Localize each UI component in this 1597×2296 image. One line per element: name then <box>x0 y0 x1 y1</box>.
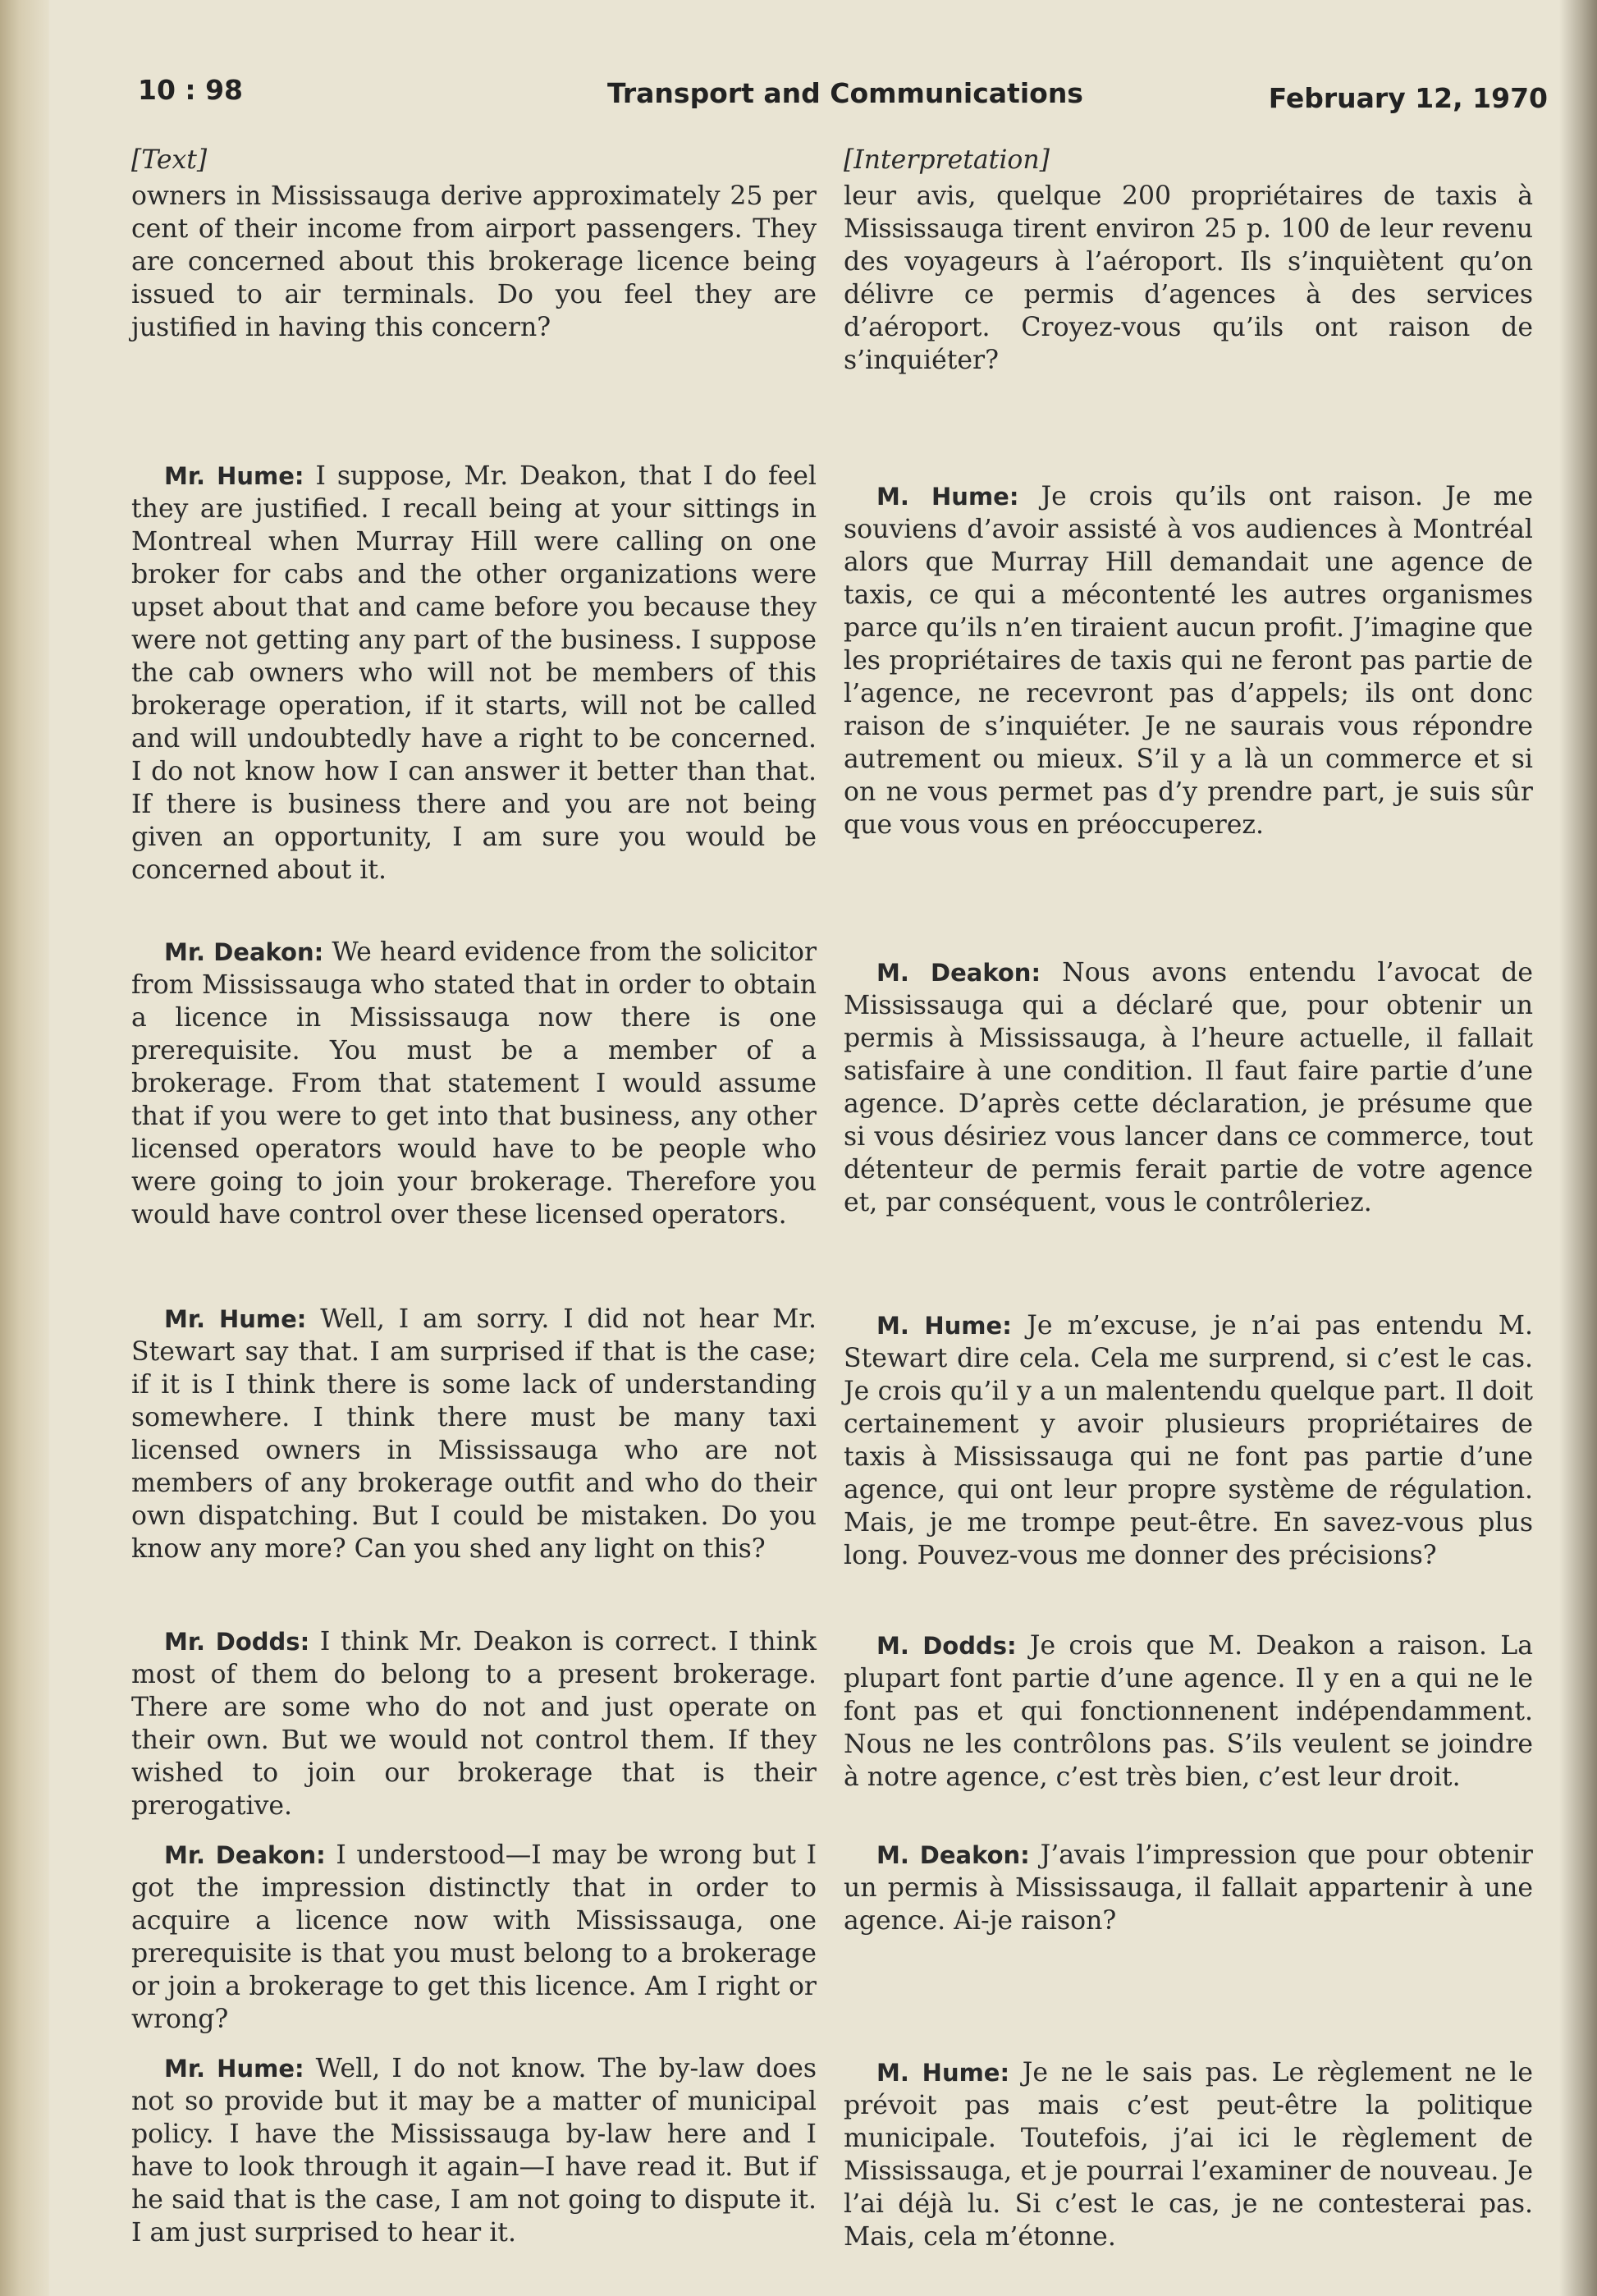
document-page <box>123 66 1548 2266</box>
speech-paragraph <box>844 956 1533 1219</box>
speaker-name: Mr. Hume: <box>164 1305 307 1333</box>
page-header <box>123 66 1548 123</box>
speaker-name: Mr. Deakon: <box>164 938 324 966</box>
speech-text: Well, I am sorry. I did not hear Mr. Stewart say that. I am surprised if that is the case; if it is I think there is some lack of understanding somewhere. I think there must be many taxi licensed owners in Mississauga who are not members of any brokerage outfit and who do their own dispatching. But I could be mistaken. Do you know any more? Can you shed any light on this? <box>131 1304 817 1564</box>
speech-paragraph <box>131 1303 817 1565</box>
speech-paragraph <box>844 1839 1533 1937</box>
speech-text: J’avais l’impression que pour obtenir un permis à Mississauga, il fallait appartenir à une agence. Ai-je raison? <box>844 1840 1533 1936</box>
speech-paragraph <box>131 936 817 1231</box>
opening-paragraph: owners in Mississauga derive approximately 25 per cent of their income from airport passengers. They are concerned about this brokerage licence being issued to air terminals. Do you feel they are justified in having this concern? <box>131 181 817 342</box>
opening-paragraph: leur avis, quelque 200 propriétaires de taxis à Mississauga tirent environ 25 p. 100 de leur revenu des voyageurs à l’aéroport. Ils s’inquiètent qu’on délivre ce permis d’agences à des services d’aéroport. Croyez-vous qu’ils ont raison de s’inquiéter? <box>844 181 1533 375</box>
english-column <box>131 144 817 2248</box>
speech-text: Je m’excuse, je n’ai pas entendu M. Stewart dire cela. Cela me surprend, si c’est le cas. Je crois qu’il y a un malentendu quelque part. Il doit certainement y avoir plusieurs propriétaires de taxis à Mississauga qui ne font pas partie d’une agence, qui ont leur propre système de régulation. Mais, je me trompe peut-être. En savez-vous plus long. Pouvez-vous me donner des précisions? <box>844 1311 1534 1570</box>
page-edge-shadow <box>1559 0 1597 2296</box>
speech-text: I suppose, Mr. Deakon, that I do feel they are justified. I recall being at your sittings in Montreal when Murray Hill were calling on one broker for cabs and the other organizations were upset about that and came before you because they were not getting any part of the business. I suppose the cab owners who will not be members of this brokerage operation, if it starts, will not be called and will undoubtedly have a right to be concerned. I do not know how I can answer it better than that. If there is business there and you are not being given an opportunity, I am sure you would be concerned about it. <box>131 461 817 885</box>
speaker-name: M. Hume: <box>876 2059 1010 2087</box>
speech-text: I think Mr. Deakon is correct. I think most of them do belong to a present brokerage. There are some who do not and just operate on their own. But we would not control them. If they wished to join our brokerage that is their prerogative. <box>131 1627 817 1821</box>
page-date: February 12, 1970 <box>1268 82 1548 114</box>
running-title: Transport and Communications <box>607 77 1083 109</box>
speech-text: Nous avons entendu l’avocat de Mississauga qui a déclaré que, pour obtenir un permis à Mississauga, à l’heure actuelle, il fallait satisfaire à une condition. Il faut faire partie d’une agence. D’après cette déclaration, je présume que si vous désiriez vous lancer dans ce commerce, tout détenteur de permis ferait partie de votre agence et, par conséquent, vous le contrôleriez. <box>844 958 1533 1217</box>
speech-text: Je crois que M. Deakon a raison. La plupart font partie d’une agence. Il y en a qui ne le font pas et qui fonctionnenent indépendamment. Nous ne les contrôlons pas. S’ils veulent se joindre à notre agence, c’est très bien, c’est leur droit. <box>844 1631 1534 1792</box>
speaker-name: Mr. Dodds: <box>164 1628 310 1656</box>
speaker-name: M. Dodds: <box>876 1632 1017 1660</box>
speech-text: Je ne le sais pas. Le règlement ne le prévoit pas mais c’est peut-être la politique municipale. Toutefois, j’ai ici le règlement de Mississauga, et je pourrai l’examiner de nouveau. Je l’ai déjà lu. Si c’est le cas, je ne contesterai pas. Mais, cela m’étonne. <box>844 2058 1533 2252</box>
column-heading: [Interpretation] <box>844 145 1050 175</box>
speech-text: We heard evidence from the solicitor from Mississauga who stated that in order to obtain a licence in Mississauga now there is one prerequisite. You must be a member of a brokerage. From that statement I would assume that if you were to get into that business, any other licensed operators would have to be people who were going to join your brokerage. Therefore you would have control over these licensed operators. <box>131 937 817 1230</box>
speaker-name: M. Hume: <box>876 1312 1012 1340</box>
speech-paragraph <box>131 460 817 887</box>
speaker-name: M. Deakon: <box>876 1841 1030 1869</box>
speaker-name: M. Deakon: <box>876 959 1041 987</box>
book-spine-shadow <box>0 0 49 2296</box>
speaker-name: Mr. Hume: <box>164 462 304 490</box>
column-heading: [Text] <box>131 145 208 175</box>
speech-paragraph <box>844 1629 1533 1794</box>
speech-paragraph <box>131 2052 817 2249</box>
speech-paragraph <box>844 1309 1533 1572</box>
speaker-name: M. Hume: <box>876 483 1019 511</box>
speech-paragraph <box>131 1625 817 1822</box>
speech-paragraph <box>844 2056 1533 2253</box>
speech-paragraph <box>844 480 1533 841</box>
speaker-name: Mr. Deakon: <box>164 1841 326 1869</box>
speaker-name: Mr. Hume: <box>164 2055 304 2083</box>
speech-text: I understood—I may be wrong but I got the impression distinctly that in order to acquire a licence now with Mississauga, one prerequisite is that you must belong to a brokerage or join a brokerage to get this licence. Am I right or wrong? <box>131 1840 817 2034</box>
speech-text: Well, I do not know. The by-law does not so provide but it may be a matter of municipal policy. I have the Mississauga by-law here and I have to look through it again—I have read it. But if he said that is the case, I am not going to dispute it. I am just surprised to hear it. <box>131 2054 817 2248</box>
speech-paragraph <box>131 1839 817 2036</box>
speech-text: Je crois qu’ils ont raison. Je me souviens d’avoir assisté à vos audiences à Montréal alors que Murray Hill demandait une agence de taxis, ce qui a mécontenté les autres organismes parce qu’ils n’en tiraient aucun profit. J’imagine que les propriétaires de taxis qui ne feront pas partie de l’agence, ne recevront pas d’appels; ils ont donc raison de s’inquiéter. Je ne saurais vous répondre autrement ou mieux. S’il y a là un commerce et si on ne vous permet pas d’y prendre part, je suis sûr que vous vous en préoccuperez. <box>844 482 1533 840</box>
page-number: 10 : 98 <box>138 74 244 106</box>
french-column <box>844 144 1534 2252</box>
